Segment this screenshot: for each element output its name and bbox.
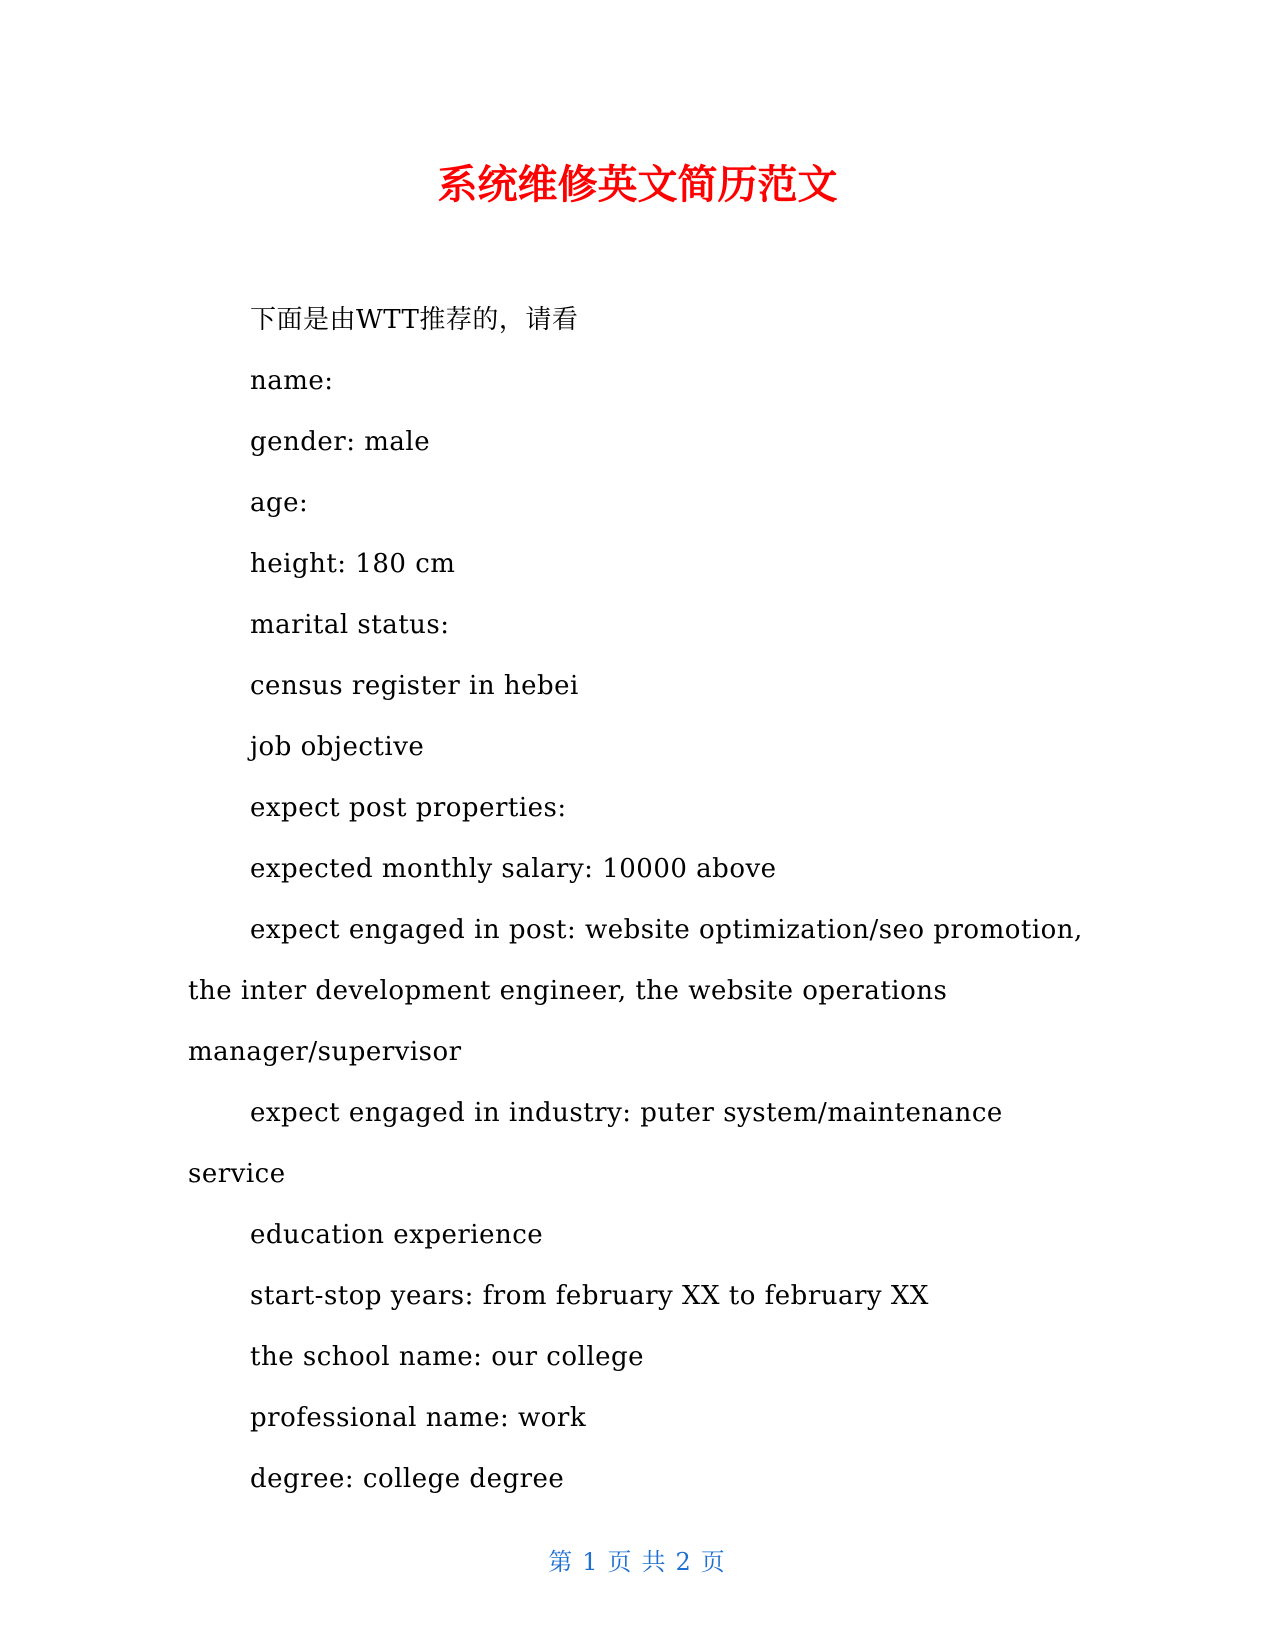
professional-name-line: professional name: work (250, 1403, 587, 1433)
salary-line: expected monthly salary: 10000 above (250, 854, 777, 884)
gender-line: gender: male (250, 427, 431, 457)
document-title: 系统维修英文简历范文 (437, 162, 838, 208)
post-properties-line: expect post properties: (250, 793, 567, 823)
intro-paragraph: 下面是由WTT推荐的，请看 (250, 305, 579, 335)
current-page-number: 1 (582, 1548, 600, 1576)
height-line: height: 180 cm (250, 549, 456, 579)
page-footer (0, 1542, 1275, 1577)
document-body (188, 290, 1088, 1510)
job-objective-heading: job objective (250, 732, 425, 762)
engaged-post-line: expect engaged in post: website optimization/seo promotion, the inter development engineer, the website operations manager/supervisor (188, 915, 1083, 1067)
school-name-line: the school name: our college (250, 1342, 645, 1372)
name-line: name: (250, 366, 334, 396)
education-heading: education experience (250, 1220, 544, 1250)
marital-status-line: marital status: (250, 610, 450, 640)
start-stop-years-line: start-stop years: from february XX to february XX (250, 1281, 929, 1311)
total-label: 共 (641, 1548, 668, 1576)
page-prefix: 第 (548, 1548, 575, 1576)
page-suffix: 页 (700, 1548, 727, 1576)
census-register-line: census register in hebei (250, 671, 579, 701)
page-mid: 页 (607, 1548, 634, 1576)
degree-line: degree: college degree (250, 1464, 565, 1494)
total-pages-number: 2 (675, 1548, 693, 1576)
age-line: age: (250, 488, 309, 518)
engaged-industry-line: expect engaged in industry: puter system/maintenance service (188, 1098, 1003, 1189)
